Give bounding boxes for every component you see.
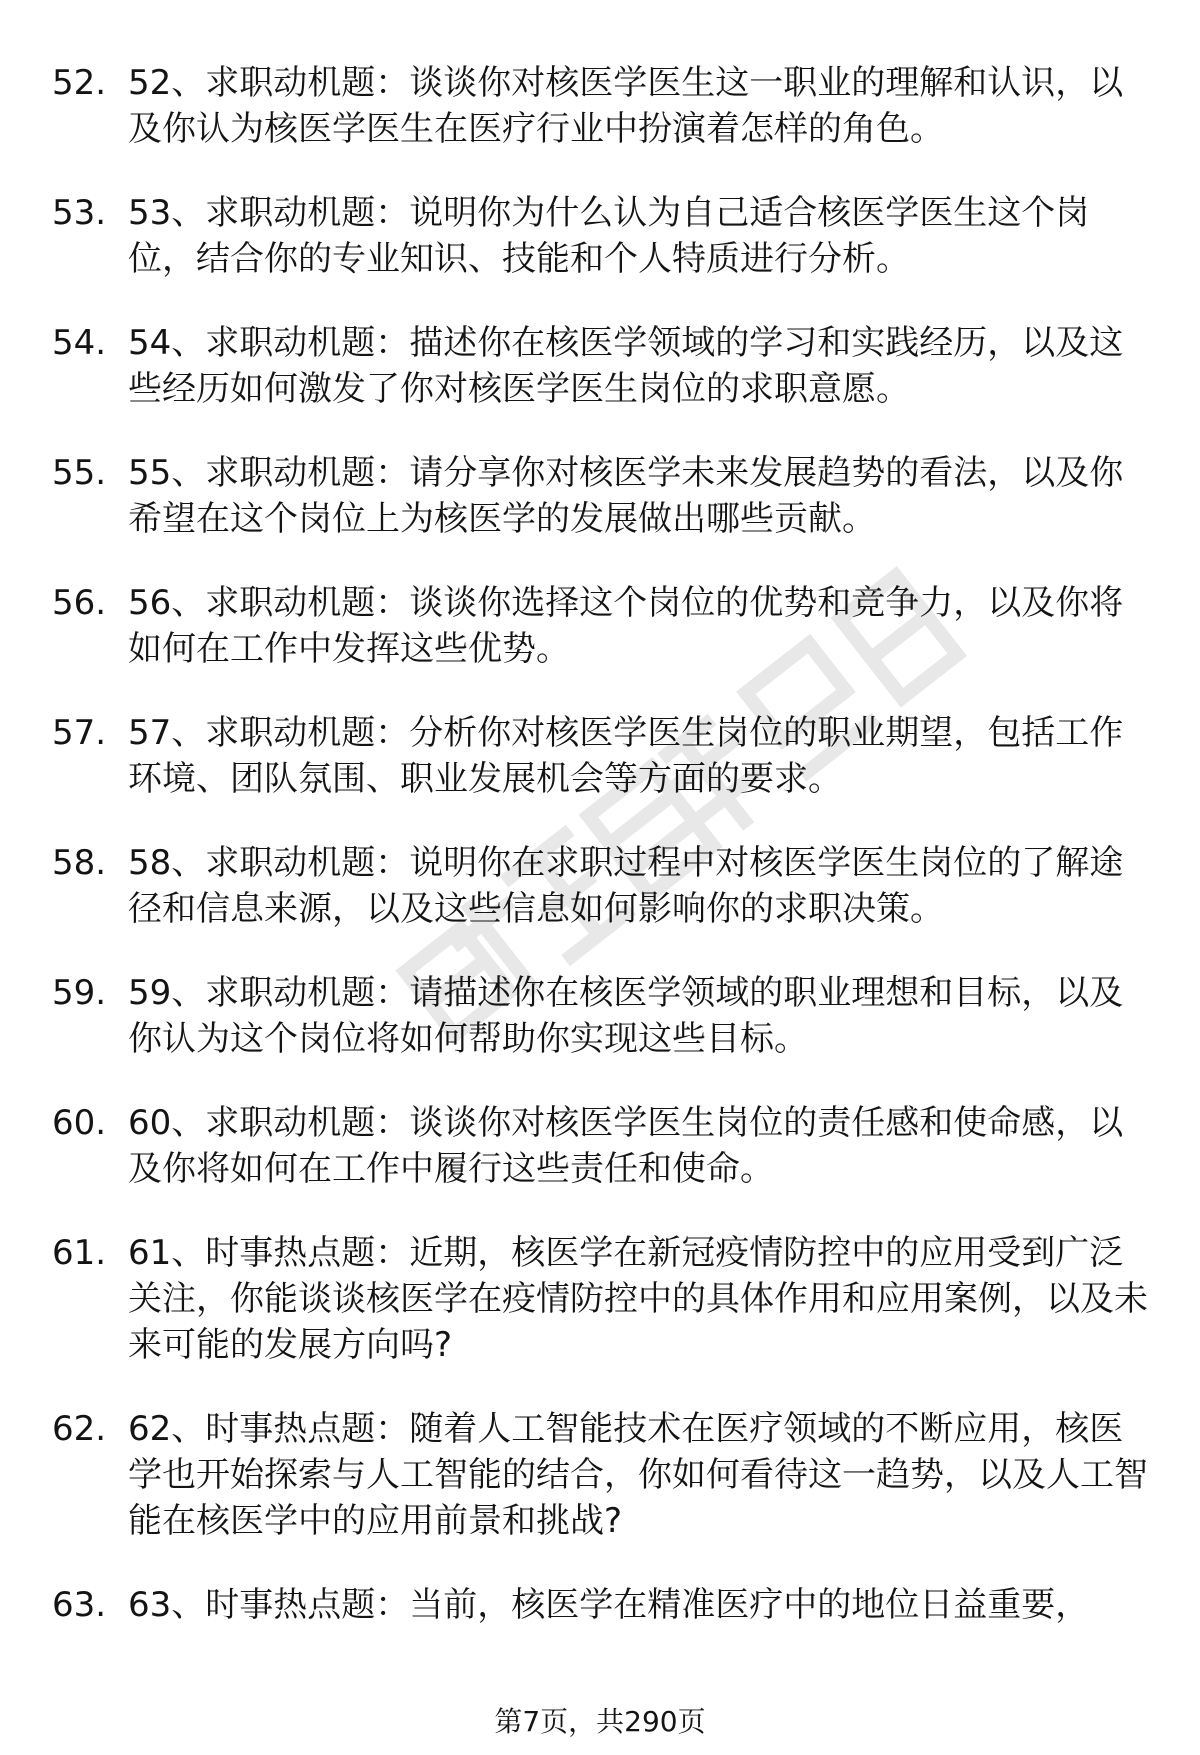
item-text: 55、求职动机题：请分享你对核医学未来发展趋势的看法，以及你希望在这个岗位上为核医学的发展做出哪些贡献。 <box>128 453 1124 539</box>
item-text: 58、求职动机题：说明你在求职过程中对核医学医生岗位的了解途径和信息来源，以及这些信息如何影响你的求职决策。 <box>128 843 1124 929</box>
item-number: 57. <box>52 713 107 753</box>
item-number: 55. <box>52 453 107 493</box>
question-list <box>52 60 1152 1666</box>
item-number: 60. <box>52 1103 107 1143</box>
item-number: 62. <box>52 1409 107 1449</box>
list-item <box>52 1406 1152 1544</box>
list-item <box>52 1582 1152 1628</box>
item-text: 52、求职动机题：谈谈你对核医学医生这一职业的理解和认识，以及你认为核医学医生在医疗行业中扮演着怎样的角色。 <box>128 63 1124 149</box>
list-item <box>52 840 1152 932</box>
item-text: 56、求职动机题：谈谈你选择这个岗位的优势和竞争力，以及你将如何在工作中发挥这些优势。 <box>128 583 1124 669</box>
list-item <box>52 970 1152 1062</box>
item-number: 61. <box>52 1233 107 1273</box>
item-text: 57、求职动机题：分析你对核医学医生岗位的职业期望，包括工作环境、团队氛围、职业发展机会等方面的要求。 <box>128 713 1124 799</box>
item-number: 52. <box>52 63 107 103</box>
list-item <box>52 1230 1152 1368</box>
list-item <box>52 450 1152 542</box>
list-item <box>52 580 1152 672</box>
list-item <box>52 1100 1152 1192</box>
list-item <box>52 320 1152 412</box>
page-footer: 第7页，共290页 <box>494 1705 706 1738</box>
item-text: 60、求职动机题：谈谈你对核医学医生岗位的责任感和使命感，以及你将如何在工作中履行这些责任和使命。 <box>128 1103 1124 1189</box>
item-number: 54. <box>52 323 107 363</box>
item-text: 54、求职动机题：描述你在核医学领域的学习和实践经历，以及这些经历如何激发了你对核医学医生岗位的求职意愿。 <box>128 323 1124 409</box>
item-number: 59. <box>52 973 107 1013</box>
item-text: 53、求职动机题：说明你为什么认为自己适合核医学医生这个岗位，结合你的专业知识、技能和个人特质进行分析。 <box>128 193 1090 279</box>
item-text: 59、求职动机题：请描述你在核医学领域的职业理想和目标，以及你认为这个岗位将如何帮助你实现这些目标。 <box>128 973 1124 1059</box>
list-item <box>52 710 1152 802</box>
list-item <box>52 60 1152 152</box>
item-number: 56. <box>52 583 107 623</box>
item-number: 58. <box>52 843 107 883</box>
item-number: 53. <box>52 193 107 233</box>
item-text: 62、时事热点题：随着人工智能技术在医疗领域的不断应用，核医学也开始探索与人工智能的结合，你如何看待这一趋势，以及人工智能在核医学中的应用前景和挑战? <box>128 1409 1148 1541</box>
item-text: 61、时事热点题：近期，核医学在新冠疫情防控中的应用受到广泛关注，你能谈谈核医学在疫情防控中的具体作用和应用案例，以及未来可能的发展方向吗? <box>128 1233 1148 1365</box>
item-text: 63、时事热点题：当前，核医学在精准医疗中的地位日益重要， <box>128 1585 1090 1625</box>
list-item <box>52 190 1152 282</box>
item-number: 63. <box>52 1585 107 1625</box>
